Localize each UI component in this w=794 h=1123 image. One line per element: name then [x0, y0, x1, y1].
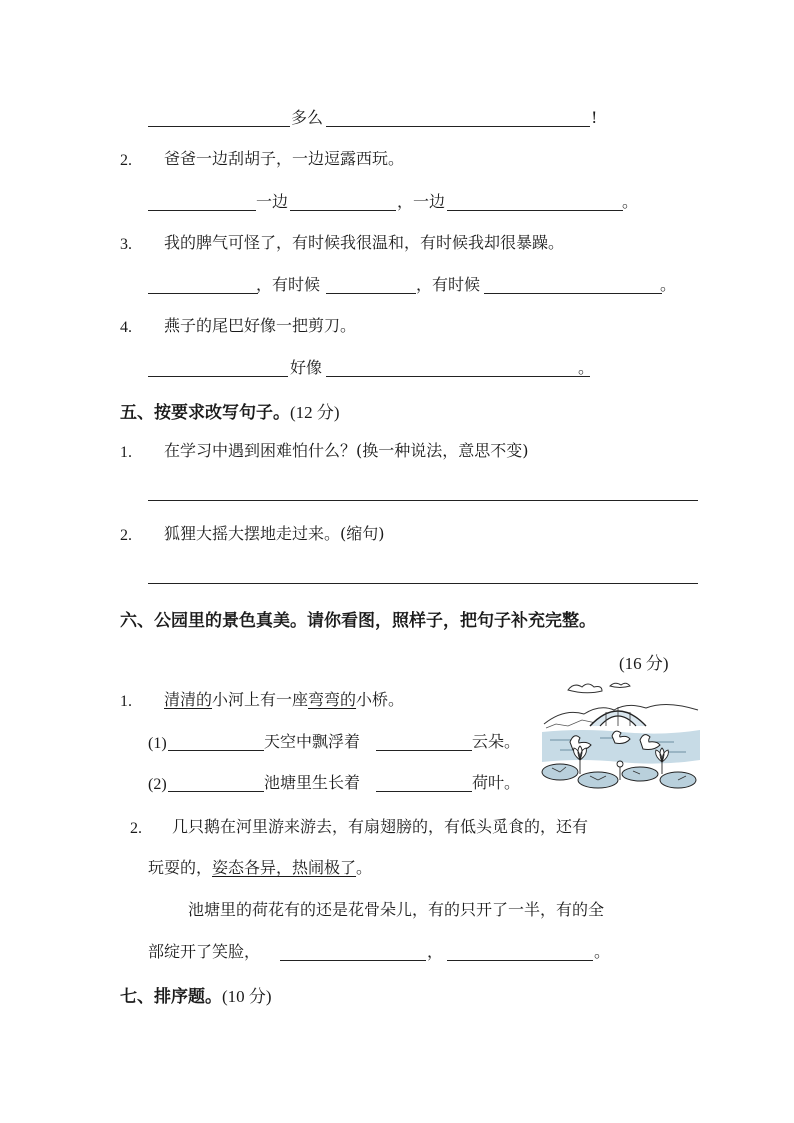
question-number: 2. — [130, 820, 142, 837]
blank-line[interactable] — [376, 772, 472, 792]
question-number: 2. — [120, 527, 132, 544]
fill-text: 天空中飘浮着 — [264, 732, 361, 751]
blank-line[interactable] — [168, 772, 264, 792]
fill-text: 多么 — [291, 108, 324, 127]
blank-line[interactable] — [148, 357, 288, 377]
question-number: 1. — [120, 693, 132, 710]
blank-line[interactable] — [148, 191, 256, 211]
question-number: 3. — [120, 236, 132, 253]
blank-line[interactable] — [447, 191, 623, 211]
paragraph-line: 几只鹅在河里游来游去，有扇翅膀的，有低头觅食的，还有 — [172, 817, 589, 836]
sub-label: (1) — [148, 735, 167, 752]
blank-line[interactable] — [148, 107, 290, 127]
fill-text: 云朵。 — [472, 732, 521, 751]
sentence-part: 小河上有一座 — [212, 690, 309, 709]
fill-text: ，一边 — [397, 192, 446, 211]
example-sentence — [164, 690, 404, 710]
paragraph-line: 池塘里的荷花有的还是花骨朵儿，有的只开了一半，有的全 — [188, 900, 605, 919]
blank-line[interactable] — [290, 191, 396, 211]
fill-text: 好像 — [290, 358, 323, 377]
question-text: 狐狸大摇大摆地走过来。(缩句) — [164, 524, 385, 543]
fill-text: 荷叶。 — [472, 773, 521, 792]
fill-text: 。 — [594, 942, 611, 961]
answer-line[interactable] — [148, 583, 698, 584]
question-number: 2. — [120, 152, 132, 169]
question-text: 在学习中遇到困难怕什么？(换一种说法，意思不变) — [164, 441, 529, 460]
fill-text: 池塘里生长着 — [264, 773, 361, 792]
park-illustration — [540, 676, 702, 796]
example-sentence: 我的脾气可怪了，有时候我很温和，有时候我却很暴躁。 — [164, 233, 565, 252]
fill-text: ， — [427, 942, 444, 961]
paragraph-line: 部绽开了笑脸， — [148, 942, 261, 961]
fill-text: ! — [591, 108, 598, 127]
fill-text: 一边 — [256, 192, 289, 211]
blank-line[interactable] — [148, 274, 258, 294]
blank-line[interactable] — [326, 107, 590, 127]
fill-text: ，有时候 — [256, 275, 321, 294]
answer-line[interactable] — [148, 500, 698, 501]
fill-text: ，有时候 — [416, 275, 481, 294]
example-sentence: 爸爸一边刮胡子，一边逗露西玩。 — [164, 149, 405, 168]
section-score: (12 分) — [290, 403, 340, 422]
blank-line[interactable] — [168, 731, 264, 751]
example-sentence: 燕子的尾巴好像一把剪刀。 — [164, 316, 357, 335]
section-heading — [120, 982, 272, 1007]
underlined-phrase: 姿态各异，热闹极了 — [212, 858, 357, 877]
section-heading — [120, 398, 340, 423]
question-number: 4. — [120, 319, 132, 336]
fill-text: 。 — [578, 358, 595, 377]
paragraph-text: 。 — [356, 858, 373, 877]
section-title: 七、排序题。 — [120, 987, 222, 1007]
section-title: 六、公园里的景色真美。请你看图，照样子，把句子补充完整。 — [120, 611, 596, 631]
blank-line[interactable] — [484, 274, 662, 294]
sentence-part: 小桥。 — [356, 690, 405, 709]
question-number: 1. — [120, 444, 132, 461]
section-score: (10 分) — [222, 987, 272, 1006]
blank-line[interactable] — [376, 731, 472, 751]
blank-line[interactable] — [447, 941, 593, 961]
blank-line[interactable] — [326, 357, 590, 377]
underlined-word: 清清的 — [164, 690, 213, 709]
underlined-word: 弯弯的 — [308, 690, 357, 709]
paragraph-text: 玩耍的， — [148, 858, 213, 877]
paragraph-line — [148, 858, 372, 878]
sub-label: (2) — [148, 776, 167, 793]
section-title: 五、按要求改写句子。 — [120, 403, 290, 423]
section-score: (16 分) — [619, 654, 669, 673]
fill-text: 。 — [622, 192, 639, 211]
fill-text: 。 — [660, 275, 677, 294]
blank-line[interactable] — [280, 941, 426, 961]
blank-line[interactable] — [326, 274, 416, 294]
